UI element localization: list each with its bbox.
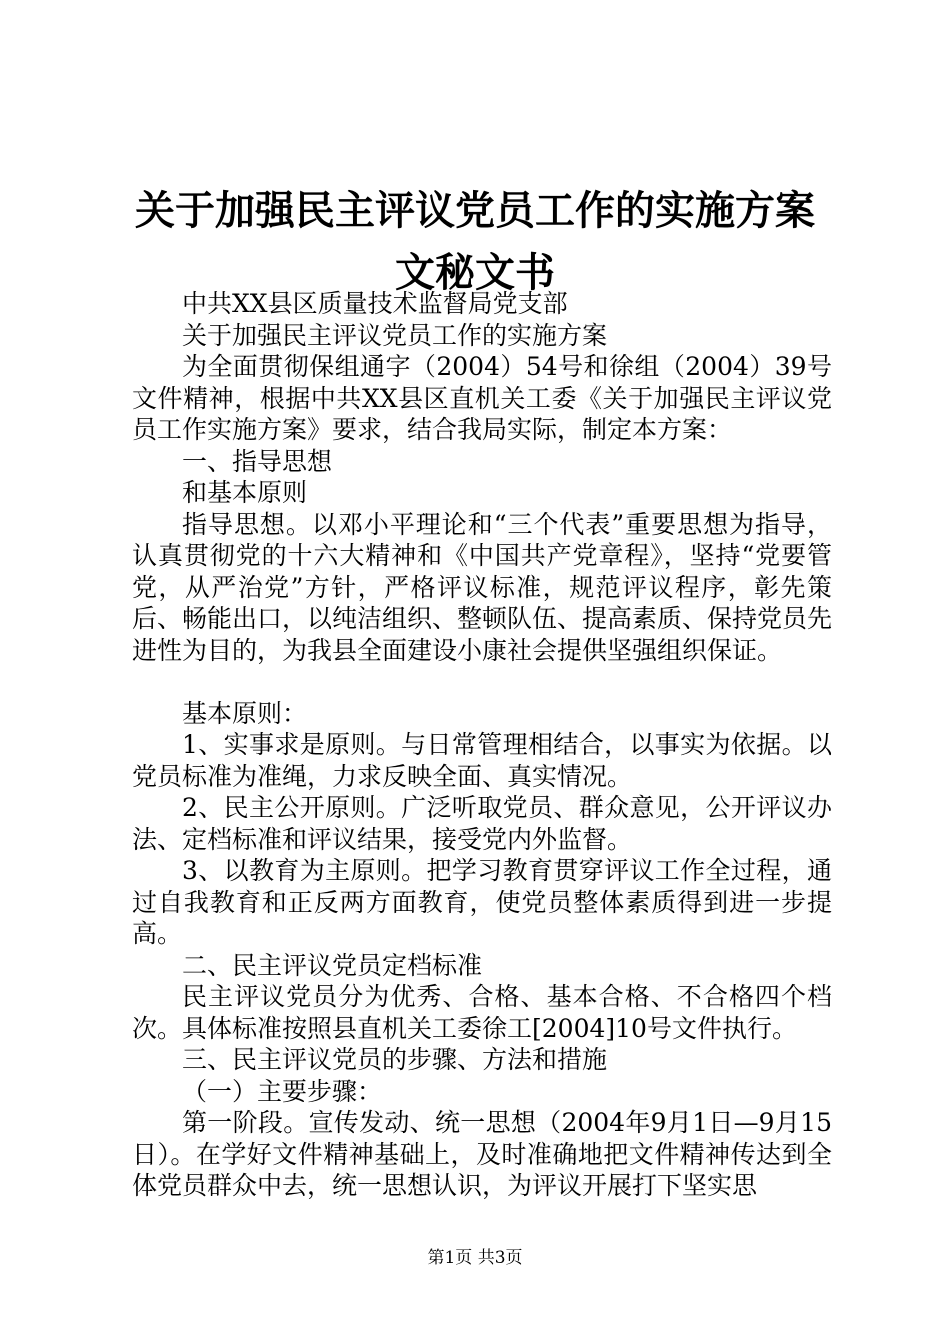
heading-main-steps: （一）主要步骤： — [182, 1076, 383, 1106]
page-number-footer: 第1页 共3页 — [427, 1248, 523, 1268]
paragraph-grading-standard: 民主评议党员分为优秀、合格、基本合格、不合格四个档次。具体标准按照县直机关工委徐工[2004]10号文件执行。 — [132, 982, 832, 1043]
heading-guiding-thought: 一、指导思想 — [182, 446, 333, 476]
blank-line — [132, 666, 832, 698]
paragraph-guiding-thought: 指导思想。以邓小平理论和“三个代表”重要思想为指导，认真贯彻党的十六大精神和《中国共产党章程》，坚持“党要管党，从严治党”方针，严格评议标准，规范评议程序，彰先策后、畅能出口，以纯洁组织、整顿队伍、提高素质、保持党员先进性为目的，为我县全面建设小康社会提供坚强组织保证。 — [132, 509, 833, 665]
paragraph-org: 中共XX县区质量技术监督局党支部 — [182, 289, 568, 318]
paragraph-stage-1: 第一阶段。宣传发动、统一思想（2004年9月1日—9月15日）。在学好文件精神基础上，及时准确地把文件精神传达到全体党员群众中去，统一思想认识，为评议开展打下坚实思 — [132, 1108, 832, 1200]
document-title: 关于加强民主评议党员工作的实施方案文秘文书 — [135, 187, 815, 296]
paragraph-intro: 为全面贯彻保组通字（2004）54号和徐组（2004）39号文件精神，根据中共XX县区直机关工委《关于加强民主评议党员工作实施方案》要求，结合我局实际，制定本方案： — [132, 352, 832, 444]
heading-steps-methods: 三、民主评议党员的步骤、方法和措施 — [182, 1045, 608, 1074]
paragraph-subtitle: 关于加强民主评议党员工作的实施方案 — [182, 320, 608, 350]
paragraph-principle-3: 3、以教育为主原则。把学习教育贯穿评议工作全过程，通过自我教育和正反两方面教育，使党员整体素质得到进一步提高。 — [132, 856, 832, 948]
heading-grading-standard: 二、民主评议党员定档标准 — [182, 950, 483, 980]
paragraph-principle-1: 1、实事求是原则。与日常管理相结合，以事实为依据。以党员标准为准绳，力求反映全面、真实情况。 — [132, 730, 832, 791]
paragraph-principles-label: 基本原则： — [182, 698, 308, 728]
paragraph-principle-2: 2、民主公开原则。广泛听取党员、群众意见，公开评议办法、定档标准和评议结果，接受党内外监督。 — [132, 793, 832, 854]
heading-basic-principles: 和基本原则 — [182, 478, 308, 507]
document-body — [132, 288, 832, 1202]
